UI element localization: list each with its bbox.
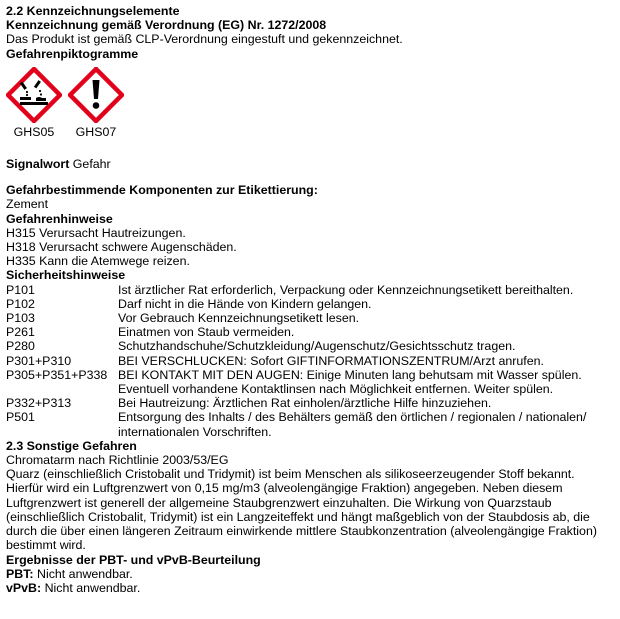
regulation-subheading: Kennzeichnung gemäß Verordnung (EG) Nr. 1272/2008: [6, 18, 327, 33]
hazard-statement: H318 Verursacht schwere Augenschäden.: [6, 240, 237, 255]
precaution-code: P301+P310: [6, 353, 72, 368]
precaution-code: P280: [6, 339, 35, 354]
pbt-heading: Ergebnisse der PBT- und vPvB-Beurteilung: [6, 552, 261, 567]
vpvb-value: Nicht anwendbar.: [44, 580, 141, 595]
precaution-text: BEI VERSCHLUCKEN: Sofort GIFTINFORMATIONSZENTRUM/Arzt anrufen.: [118, 353, 544, 368]
hazard-statement: H335 Kann die Atemwege reizen.: [6, 254, 190, 269]
components-heading: Gefahrbestimmende Komponenten zur Etikettierung:: [6, 183, 318, 198]
precaution-text: Darf nicht in die Hände von Kindern gelangen.: [118, 296, 372, 311]
precaution-row: [6, 410, 614, 438]
precaution-row: [6, 297, 614, 311]
signal-word-value: Gefahr: [72, 157, 111, 172]
precaution-text: Bei Hautreizung: Ärztlichen Rat einholen/ärztliche Hilfe hinzuziehen.: [118, 396, 492, 411]
precaution-text: Entsorgung des Inhalts / des Behälters gemäß den örtlichen / regionalen / nationalen/ internationalen Vorschriften.: [118, 410, 587, 439]
precaution-code: P501: [6, 410, 35, 425]
precaution-row: [6, 368, 614, 396]
precaution-text: Vor Gebrauch Kennzeichnungsetikett lesen.: [118, 311, 360, 326]
sds-page: [6, 4, 614, 595]
precaution-code: P103: [6, 311, 35, 326]
precaution-code: P101: [6, 282, 35, 297]
pictograms-heading: Gefahrenpiktogramme: [6, 46, 139, 61]
precaution-code: P261: [6, 325, 35, 340]
precaution-row: [6, 325, 614, 339]
precaution-code: P102: [6, 296, 35, 311]
precaution-row: [6, 339, 614, 353]
pictogram-code-ghs05: GHS05: [13, 124, 55, 139]
components-value: Zement: [6, 197, 49, 212]
precaution-code: P305+P351+P338: [6, 367, 108, 382]
quartz-paragraph: Quarz (einschließlich Cristobalit und Tridymit) ist beim Menschen als silikoseerzeugender Stoff bekannt. Hierfür wird ein Luftgrenzwert von 0,15 mg/m3 (alveolengängige Fraktion) angegeben. Neben diesem Luftgrenzwert ist generell der allgemeine Staubgrenzwert einzuhalten. Die Wirkung von Quarzstaub (einschließlich Cristobalit, Tridymit) ist ein Langzeiteffekt und hängt maßgeblich von der Staubdosis ab, die durch die über einen längeren Zeitraum einwirkende mittlere Staubkonzentration (alveolengängige Fraktion) bestimmt wird.: [6, 467, 597, 553]
corrosion-icon: [6, 67, 62, 123]
pbt-result: [6, 567, 614, 581]
signal-word: [6, 157, 614, 171]
precaution-row: [6, 283, 614, 297]
hazard-statement: H315 Verursacht Hautreizungen.: [6, 225, 186, 240]
pictogram-ghs07: [68, 67, 124, 139]
precaution-code: P332+P313: [6, 396, 72, 411]
precaution-row: [6, 354, 614, 368]
pictogram-row: [6, 67, 614, 139]
pictogram-ghs05: [6, 67, 62, 139]
pictogram-code-ghs07: GHS07: [75, 124, 117, 139]
precaution-text: Schutzhandschuhe/Schutzkleidung/Augenschutz/Gesichtsschutz tragen.: [118, 339, 516, 354]
precaution-row: [6, 396, 614, 410]
signal-word-label: Signalwort: [6, 157, 70, 172]
pbt-label: PBT:: [6, 566, 34, 581]
precaution-text: Einatmen von Staub vermeiden.: [118, 325, 295, 340]
vpvb-result: [6, 581, 614, 595]
pbt-value: Nicht anwendbar.: [37, 566, 133, 581]
hazard-statements-heading: Gefahrenhinweise: [6, 211, 113, 226]
precaution-text: Ist ärztlicher Rat erforderlich, Verpackung oder Kennzeichnungsetikett bereithalten.: [118, 282, 574, 297]
precautionary-statements-table: [6, 283, 614, 439]
vpvb-label: vPvB:: [6, 580, 42, 595]
classification-text: Das Produkt ist gemäß CLP-Verordnung eingestuft und gekennzeichnet.: [6, 32, 403, 47]
exclamation-icon: [68, 67, 124, 123]
precaution-row: [6, 311, 614, 325]
section-heading-2-3: 2.3 Sonstige Gefahren: [6, 438, 137, 453]
chromate-statement: Chromatarm nach Richtlinie 2003/53/EG: [6, 453, 229, 468]
precaution-text: BEI KONTAKT MIT DEN AUGEN: Einige Minuten lang behutsam mit Wasser spülen. Eventuell vorhandene Kontaktlinsen nach Möglichkeit entfernen. Weiter spülen.: [118, 367, 582, 397]
precautionary-statements-heading: Sicherheitshinweise: [6, 268, 126, 283]
section-heading-2-2: 2.2 Kennzeichnungselemente: [6, 4, 180, 18]
